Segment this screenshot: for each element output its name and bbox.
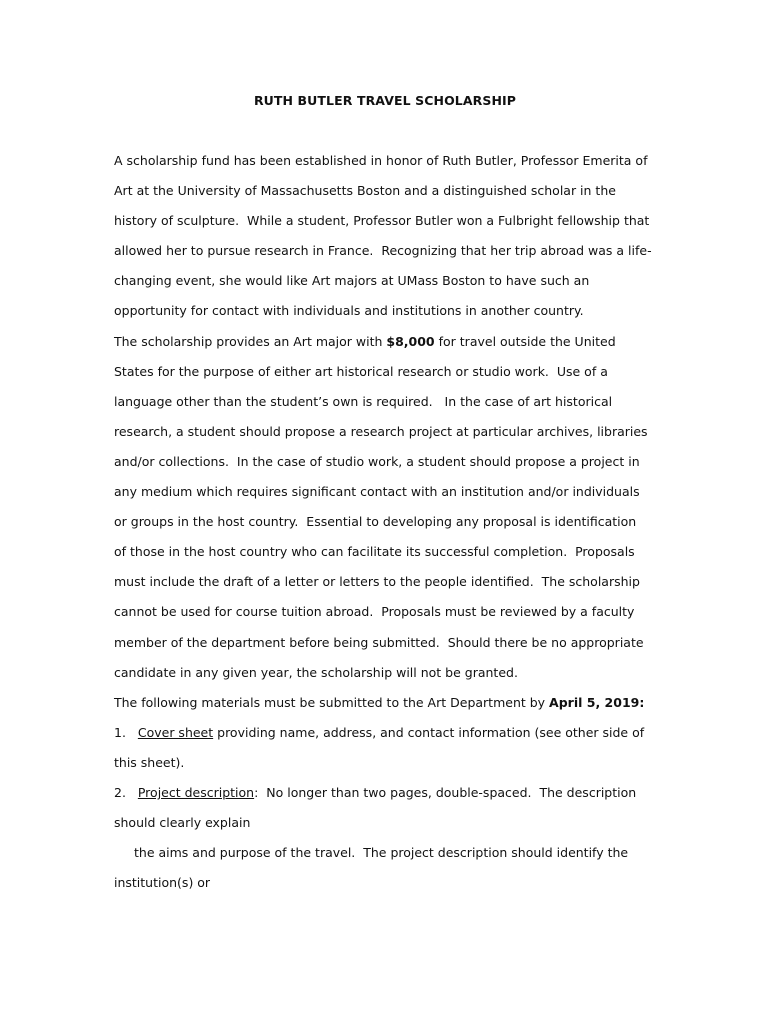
paragraph-line: changing event, she would like Art majors at UMass Boston to have such an xyxy=(114,273,590,289)
materials-intro xyxy=(114,688,674,718)
paragraph-line: cannot be used for course tuition abroad. Proposals must be reviewed by a faculty xyxy=(114,604,635,620)
paragraph-line xyxy=(114,327,674,357)
text-segment: providing name, address, and contact information (see other side of xyxy=(213,724,645,740)
paragraph-line: allowed her to pursue research in France. Recognizing that her trip abroad was a life- xyxy=(114,243,652,259)
list-item xyxy=(114,718,674,748)
paragraph-line: language other than the student’s own is required. In the case of art historical xyxy=(114,393,613,409)
paragraph-line: candidate in any given year, the scholarship will not be granted. xyxy=(114,664,518,680)
paragraph-line: A scholarship fund has been established in honor of Ruth Butler, Professor Emerita of xyxy=(114,153,648,168)
paragraph-line: Art at the University of Massachusetts Boston and a distinguished scholar in the xyxy=(114,183,616,199)
paragraph-line: and/or collections. In the case of studio work, a student should propose a project in xyxy=(114,453,640,469)
paragraph-line: must include the draft of a letter or letters to the people identified. The scholarship xyxy=(114,574,640,590)
text-segment: for travel outside the United xyxy=(434,333,616,349)
paragraph-line: member of the department before being submitted. Should there be no appropriate xyxy=(114,634,644,650)
text-segment: : No longer than two pages, double-spaced. The description xyxy=(254,784,637,800)
paragraph-line: research, a student should propose a research project at particular archives, libraries xyxy=(114,423,648,439)
scholarship-amount: $8,000 xyxy=(386,333,435,349)
list-item-indented: the aims and purpose of the travel. The project description should identify the xyxy=(134,845,629,861)
text-segment: The scholarship provides an Art major with xyxy=(114,333,387,349)
paragraph-line: or groups in the host country. Essential to developing any proposal is identification xyxy=(114,514,637,530)
cover-sheet-label: Cover sheet xyxy=(137,724,214,740)
list-number: 2. xyxy=(114,784,138,800)
project-description-label: Project description xyxy=(137,784,255,800)
list-item-continuation: institution(s) or xyxy=(114,875,211,891)
list-item-continuation: this sheet). xyxy=(114,754,185,770)
list-number: 1. xyxy=(114,724,138,740)
paragraph-line: States for the purpose of either art historical research or studio work. Use of a xyxy=(114,363,608,379)
paragraph-line: history of sculpture. While a student, Professor Butler won a Fulbright fellowship that xyxy=(114,213,650,229)
list-item xyxy=(114,778,674,808)
paragraph-line: any medium which requires significant contact with an institution and/or individuals xyxy=(114,484,640,500)
paragraph-line: opportunity for contact with individuals and institutions in another country. xyxy=(114,303,584,319)
text-segment: The following materials must be submitted to the Art Department by xyxy=(114,694,550,710)
document-title: RUTH BUTLER TRAVEL SCHOLARSHIP xyxy=(253,93,517,108)
paragraph-line: of those in the host country who can facilitate its successful completion. Proposals xyxy=(114,544,635,560)
list-item-continuation: should clearly explain xyxy=(114,815,251,831)
deadline-date: April 5, 2019: xyxy=(549,694,645,710)
document-body xyxy=(114,146,674,898)
